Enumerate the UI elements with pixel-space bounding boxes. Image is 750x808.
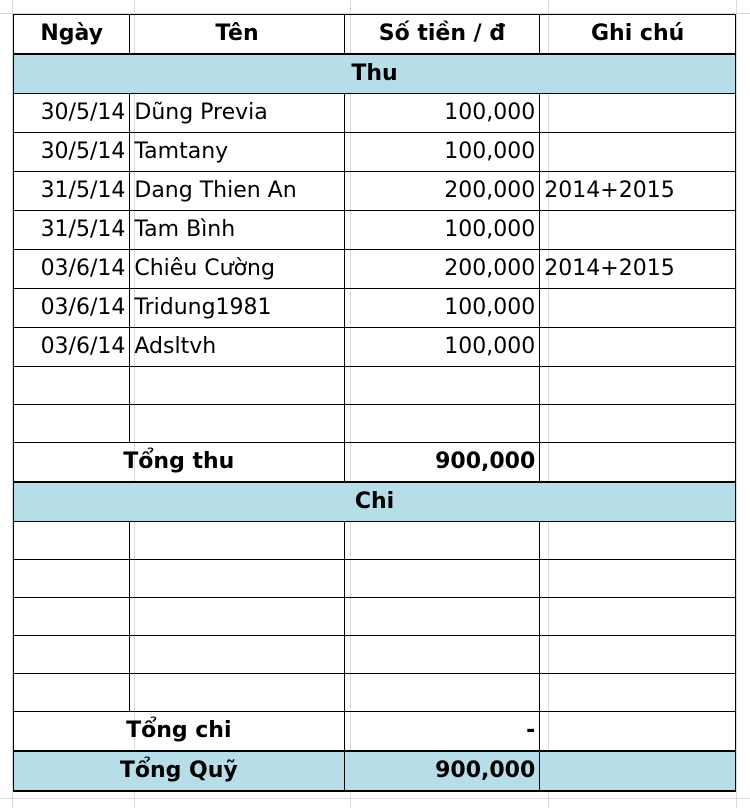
cell-amount[interactable]: 100,000	[344, 211, 540, 250]
table-row	[14, 211, 736, 250]
empty-cell[interactable]	[14, 560, 130, 598]
empty-cell[interactable]	[14, 636, 130, 674]
cell-amount[interactable]: 100,000	[344, 289, 540, 328]
gridline	[736, 0, 737, 808]
section-label-expense[interactable]: Chi	[14, 482, 736, 522]
empty-cell[interactable]	[344, 674, 540, 712]
empty-cell[interactable]	[130, 560, 344, 598]
empty-cell[interactable]	[540, 367, 736, 405]
total-fund-label[interactable]: Tổng Quỹ	[14, 751, 345, 791]
cell-note[interactable]: 2014+2015	[540, 172, 736, 211]
gridline	[0, 798, 750, 799]
cell-date[interactable]: 03/6/14	[14, 250, 130, 289]
empty-cell[interactable]	[540, 598, 736, 636]
total-fund-amount[interactable]: 900,000	[344, 751, 540, 791]
header-row	[14, 15, 736, 55]
empty-cell[interactable]	[540, 674, 736, 712]
cell-name[interactable]: Tridung1981	[130, 289, 344, 328]
empty-row	[14, 367, 736, 405]
empty-cell[interactable]	[344, 405, 540, 443]
total-expense-amount[interactable]: -	[344, 712, 540, 752]
cell-note[interactable]	[540, 211, 736, 250]
empty-cell[interactable]	[540, 405, 736, 443]
cell-name[interactable]: Adsltvh	[130, 328, 344, 367]
empty-cell[interactable]	[344, 560, 540, 598]
section-row-expense	[14, 482, 736, 522]
cell-note[interactable]	[540, 328, 736, 367]
empty-cell[interactable]	[344, 522, 540, 560]
header-amount[interactable]: Số tiền / đ	[344, 15, 540, 55]
cell-amount[interactable]: 100,000	[344, 133, 540, 172]
cell-name[interactable]: Tam Bình	[130, 211, 344, 250]
total-income-amount[interactable]: 900,000	[344, 443, 540, 483]
total-fund-row	[14, 751, 736, 791]
cell-note[interactable]: 2014+2015	[540, 250, 736, 289]
empty-cell[interactable]	[130, 367, 344, 405]
total-expense-label[interactable]: Tổng chi	[14, 712, 345, 752]
section-label-income[interactable]: Thu	[14, 54, 736, 94]
cell-name[interactable]: Chiêu Cường	[130, 250, 344, 289]
cell-amount[interactable]: 100,000	[344, 94, 540, 133]
empty-cell[interactable]	[130, 522, 344, 560]
cell-date[interactable]: 31/5/14	[14, 211, 130, 250]
table-row	[14, 172, 736, 211]
empty-row	[14, 674, 736, 712]
empty-row	[14, 522, 736, 560]
header-note[interactable]: Ghi chú	[540, 15, 736, 55]
empty-cell[interactable]	[540, 636, 736, 674]
cell-amount[interactable]: 200,000	[344, 172, 540, 211]
table-row	[14, 289, 736, 328]
empty-row	[14, 636, 736, 674]
empty-cell[interactable]	[540, 443, 736, 483]
empty-cell[interactable]	[130, 636, 344, 674]
table-row	[14, 250, 736, 289]
cell-name[interactable]: Dũng Previa	[130, 94, 344, 133]
empty-cell[interactable]	[540, 751, 736, 791]
empty-row	[14, 405, 736, 443]
cell-date[interactable]: 03/6/14	[14, 289, 130, 328]
empty-cell[interactable]	[14, 674, 130, 712]
empty-cell[interactable]	[344, 636, 540, 674]
empty-cell[interactable]	[130, 598, 344, 636]
section-row-income	[14, 54, 736, 94]
empty-cell[interactable]	[130, 405, 344, 443]
empty-cell[interactable]	[14, 367, 130, 405]
cell-note[interactable]	[540, 94, 736, 133]
cell-amount[interactable]: 200,000	[344, 250, 540, 289]
empty-cell[interactable]	[14, 405, 130, 443]
empty-cell[interactable]	[540, 522, 736, 560]
fund-ledger-table	[13, 14, 736, 792]
cell-name[interactable]: Dang Thien An	[130, 172, 344, 211]
cell-amount[interactable]: 100,000	[344, 328, 540, 367]
empty-row	[14, 598, 736, 636]
empty-cell[interactable]	[540, 712, 736, 752]
table-row	[14, 328, 736, 367]
cell-note[interactable]	[540, 289, 736, 328]
cell-date[interactable]: 31/5/14	[14, 172, 130, 211]
empty-cell[interactable]	[14, 598, 130, 636]
cell-note[interactable]	[540, 133, 736, 172]
cell-date[interactable]: 30/5/14	[14, 133, 130, 172]
empty-cell[interactable]	[344, 598, 540, 636]
total-income-row	[14, 443, 736, 483]
empty-cell[interactable]	[344, 367, 540, 405]
header-name[interactable]: Tên	[130, 15, 344, 55]
empty-cell[interactable]	[14, 522, 130, 560]
header-date[interactable]: Ngày	[14, 15, 130, 55]
empty-row	[14, 560, 736, 598]
total-income-label[interactable]: Tổng thu	[14, 443, 345, 483]
empty-cell[interactable]	[130, 674, 344, 712]
total-expense-row	[14, 712, 736, 752]
cell-date[interactable]: 03/6/14	[14, 328, 130, 367]
cell-date[interactable]: 30/5/14	[14, 94, 130, 133]
cell-name[interactable]: Tamtany	[130, 133, 344, 172]
table-row	[14, 133, 736, 172]
empty-cell[interactable]	[540, 560, 736, 598]
table-row	[14, 94, 736, 133]
